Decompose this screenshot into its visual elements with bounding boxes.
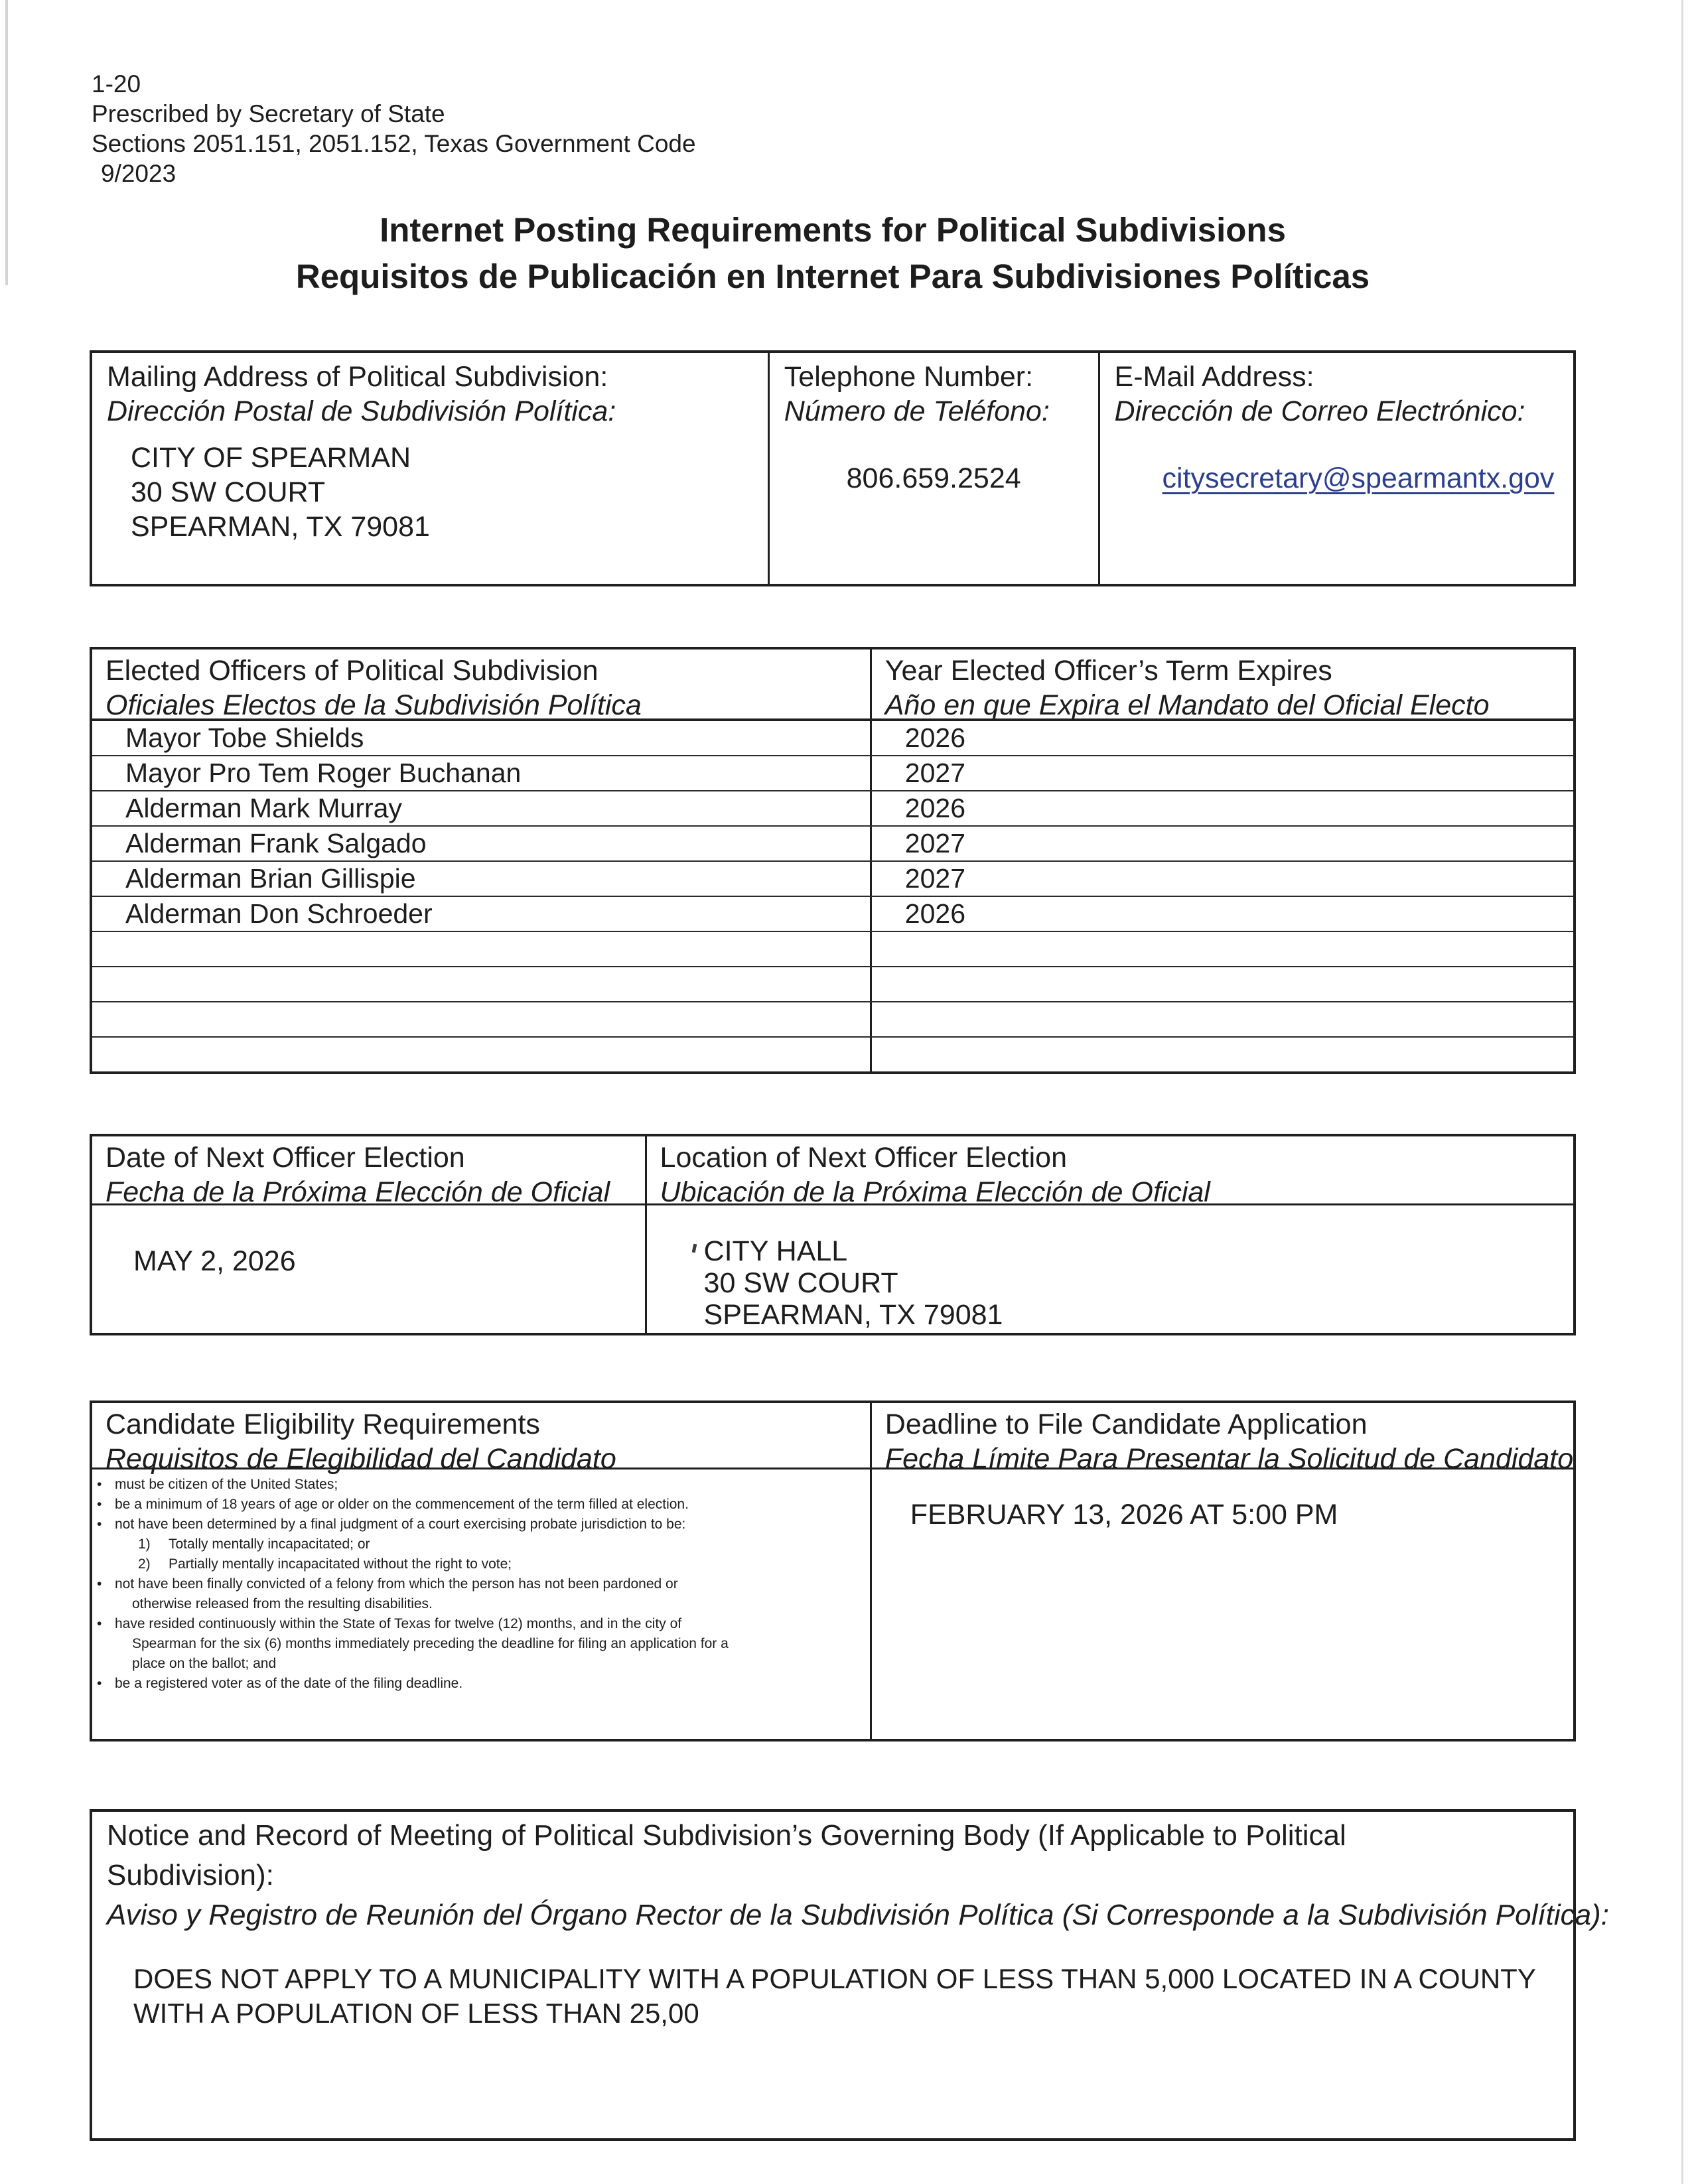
requirement-text: be a registered voter as of the date of the filing deadline. xyxy=(115,1676,463,1691)
officer-name: Alderman Brian Gillispie xyxy=(125,863,416,894)
eligibility-header-row xyxy=(92,1403,1574,1475)
next-election-header-row xyxy=(92,1136,1573,1208)
email-value-wrap xyxy=(1115,462,1559,495)
officer-name: Mayor Pro Tem Roger Buchanan xyxy=(125,758,522,788)
deadline-header-es: Fecha Límite Para Presentar la Solicitud de Candidato xyxy=(884,1443,1574,1475)
officer-name: Alderman Don Schroeder xyxy=(125,898,433,929)
meeting-notice-value xyxy=(107,1962,1559,2031)
term-year-header-en: Year Elected Officer’s Term Expires xyxy=(884,655,1332,687)
requirement-line xyxy=(132,1634,866,1654)
bullet-marker: 2) xyxy=(138,1556,151,1572)
election-location-cell xyxy=(645,1205,1573,1333)
requirement-line xyxy=(95,1674,866,1694)
requirement-text: Partially mentally incapacitated without the right to vote; xyxy=(169,1556,512,1572)
mailing-address-line: CITY OF SPEARMAN xyxy=(131,442,411,474)
bullet-marker: • xyxy=(97,1616,102,1631)
scan-artifact-right-edge xyxy=(1681,0,1683,2184)
officer-row xyxy=(92,791,1573,827)
requirements-list xyxy=(92,1469,870,1694)
eligibility-header-en: Candidate Eligibility Requirements xyxy=(106,1408,540,1440)
elected-officers-table xyxy=(90,647,1576,1074)
officer-row xyxy=(92,897,1573,932)
officer-row xyxy=(92,862,1573,897)
election-location-line: SPEARMAN, TX 79081 xyxy=(703,1299,1003,1331)
form-title-spanish: Requisitos de Publicación en Internet Para Subdivisiones Políticas xyxy=(295,257,1370,295)
officer-row xyxy=(92,932,1573,967)
term-year-header-es: Año en que Expira el Mandato del Oficial Electo xyxy=(884,689,1490,721)
officers-header-en: Elected Officers of Political Subdivision xyxy=(106,655,599,687)
requirement-line xyxy=(95,1495,866,1515)
requirement-line xyxy=(136,1554,866,1574)
email-label-en: E-Mail Address: xyxy=(1114,361,1314,393)
telephone-label-en: Telephone Number: xyxy=(784,361,1034,393)
bullet-marker: • xyxy=(97,1576,102,1592)
officer-term-year xyxy=(870,1002,1573,1036)
requirement-line xyxy=(132,1594,866,1614)
form-meta-line: 1-20 xyxy=(92,70,141,98)
election-location-line: CITY HALL xyxy=(703,1235,848,1267)
elected-officers-rows xyxy=(92,721,1573,1071)
officer-term-year xyxy=(870,967,1573,1001)
requirement-line xyxy=(95,1515,866,1535)
officer-row xyxy=(92,756,1573,791)
officer-term-year: 2026 xyxy=(870,791,1573,825)
officer-name: Alderman Mark Murray xyxy=(125,793,402,823)
bullet-marker: • xyxy=(97,1517,102,1532)
officer-name xyxy=(92,1002,870,1036)
officer-name: Mayor Tobe Shields xyxy=(125,722,364,753)
requirement-text: place on the ballot; and xyxy=(132,1656,277,1671)
eligibility-header-es: Requisitos de Elegibilidad del Candidato xyxy=(106,1443,616,1475)
requirement-text: must be citizen of the United States; xyxy=(115,1477,338,1492)
contact-info-table xyxy=(90,350,1576,586)
election-date-header-en: Date of Next Officer Election xyxy=(106,1142,465,1174)
email-link[interactable]: citysecretary@spearmantx.gov xyxy=(1162,462,1555,494)
mailing-address-line: 30 SW COURT xyxy=(131,476,326,508)
term-year-column-header xyxy=(870,649,1573,721)
election-date-header-es: Fecha de la Próxima Elección de Oficial xyxy=(106,1176,610,1208)
election-location-header-es: Ubicación de la Próxima Elección de Oficial xyxy=(660,1176,1210,1208)
requirement-line xyxy=(95,1574,866,1594)
bullet-marker: • xyxy=(97,1497,102,1512)
mailing-address-line: SPEARMAN, TX 79081 xyxy=(131,511,430,543)
election-location-header xyxy=(645,1136,1573,1208)
telephone-cell xyxy=(768,353,1098,584)
officer-row xyxy=(92,1002,1573,1038)
officer-row xyxy=(92,827,1573,862)
officer-row xyxy=(92,967,1573,1002)
requirement-text: have resided continuously within the State of Texas for twelve (12) months, and in the city of xyxy=(115,1616,682,1631)
deadline-header-en: Deadline to File Candidate Application xyxy=(884,1408,1368,1440)
form-title-english: Internet Posting Requirements for Political Subdivisions xyxy=(380,211,1286,249)
officer-row xyxy=(92,1038,1573,1071)
election-date-cell xyxy=(92,1205,645,1333)
meeting-notice-label-en-line: Subdivision): xyxy=(107,1859,274,1891)
election-location-header-en: Location of Next Officer Election xyxy=(660,1142,1067,1174)
deadline-cell xyxy=(870,1469,1573,1739)
requirement-line xyxy=(136,1535,866,1554)
next-election-table xyxy=(90,1134,1576,1335)
deadline-value: FEBRUARY 13, 2026 AT 5:00 PM xyxy=(910,1499,1338,1531)
eligibility-requirements-header xyxy=(92,1403,870,1475)
officers-header-es: Oficiales Electos de la Subdivisión Política xyxy=(106,689,642,721)
election-date-value: MAY 2, 2026 xyxy=(133,1245,296,1277)
deadline-header xyxy=(870,1403,1574,1475)
meeting-notice-box xyxy=(90,1809,1609,2141)
officer-name xyxy=(92,1038,870,1071)
officer-term-year xyxy=(870,932,1573,966)
election-location-value xyxy=(647,1235,1573,1331)
officer-name xyxy=(92,932,870,966)
mailing-address-cell xyxy=(92,353,768,584)
officer-term-year: 2027 xyxy=(870,862,1573,896)
email-cell xyxy=(1098,353,1573,584)
eligibility-table xyxy=(90,1400,1576,1741)
officer-term-year: 2026 xyxy=(870,897,1573,931)
officer-term-year: 2027 xyxy=(870,756,1573,790)
requirement-text: not have been determined by a final judgment of a court exercising probate jurisdiction to be: xyxy=(115,1517,686,1532)
requirement-text: not have been finally convicted of a felony from which the person has not been pardoned or xyxy=(115,1576,678,1592)
requirement-line xyxy=(95,1475,866,1495)
scan-artifact-left-edge xyxy=(5,0,8,285)
telephone-value: 806.659.2524 xyxy=(846,462,1021,494)
next-election-body-row xyxy=(92,1205,1573,1333)
meeting-notice-value-line: DOES NOT APPLY TO A MUNICIPALITY WITH A POPULATION OF LESS THAN 5,000 LOCATED IN A COUNTY xyxy=(133,1963,1536,1994)
officer-term-year: 2027 xyxy=(870,827,1573,860)
form-meta-line: Sections 2051.151, 2051.152, Texas Government Code xyxy=(92,130,696,157)
requirement-text: be a minimum of 18 years of age or older on the commencement of the term filled at election. xyxy=(115,1497,689,1512)
requirement-line xyxy=(95,1614,866,1634)
officer-name: Alderman Frank Salgado xyxy=(125,828,427,858)
form-title xyxy=(90,207,1576,300)
elected-officers-header-row xyxy=(92,649,1573,721)
mailing-address-label-es: Dirección Postal de Subdivisión Política: xyxy=(107,395,616,427)
email-label-es: Dirección de Correo Electrónico: xyxy=(1114,395,1525,427)
officer-row xyxy=(92,721,1573,756)
meeting-notice-label-en xyxy=(107,1816,1559,1895)
form-meta-block xyxy=(92,69,696,188)
officer-name xyxy=(92,967,870,1001)
bullet-marker: • xyxy=(97,1477,102,1492)
mailing-address-value xyxy=(107,441,753,544)
meeting-notice-label-es: Aviso y Registro de Reunión del Órgano Rector de la Subdivisión Política (Si Corresponde a la Subdivisión Política): xyxy=(107,1899,1609,1931)
requirement-line xyxy=(132,1654,866,1674)
meeting-notice-value-line: WITH A POPULATION OF LESS THAN 25,00 xyxy=(133,1998,699,2029)
election-date-header xyxy=(92,1136,645,1208)
form-meta-line: Prescribed by Secretary of State xyxy=(92,100,445,127)
telephone-label-es: Número de Teléfono: xyxy=(784,395,1050,427)
meeting-notice-label-en-line: Notice and Record of Meeting of Political Subdivision’s Governing Body (If Applicable to Political xyxy=(107,1819,1346,1852)
requirement-text: Spearman for the six (6) months immediately preceding the deadline for filing an application for a xyxy=(132,1636,729,1651)
requirement-text: Totally mentally incapacitated; or xyxy=(169,1536,370,1552)
bullet-marker: • xyxy=(97,1676,102,1691)
eligibility-requirements-cell xyxy=(92,1469,870,1739)
form-meta-line: 9/2023 xyxy=(101,160,176,187)
eligibility-body-row xyxy=(92,1469,1573,1739)
mailing-address-label-en: Mailing Address of Political Subdivision: xyxy=(107,361,608,393)
bullet-marker: 1) xyxy=(138,1536,151,1552)
officer-term-year xyxy=(870,1038,1573,1071)
requirement-text: otherwise released from the resulting disabilities. xyxy=(132,1596,433,1611)
officer-term-year: 2026 xyxy=(870,721,1573,755)
election-location-line: 30 SW COURT xyxy=(703,1267,898,1299)
officers-column-header xyxy=(92,649,870,721)
